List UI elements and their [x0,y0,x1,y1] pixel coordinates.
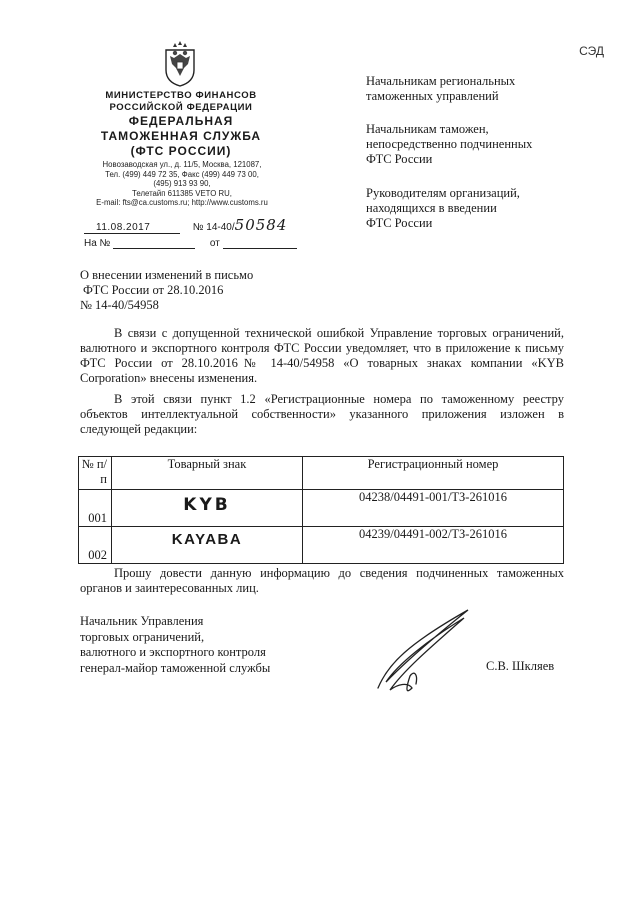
signer-title-line: Начальник Управления [80,614,204,628]
service-line-1: ФЕДЕРАЛЬНАЯ [128,114,234,128]
letter-subject [80,268,253,313]
registration-number-handwritten: 50584 [234,216,288,234]
from-label: от [209,238,220,249]
addressee-line: Руководителям организаций, [366,186,520,200]
addressee-line: находящихся в введении [366,201,497,215]
reply-reference-line [84,238,297,249]
address-line: E-mail: fts@ca.customs.ru; http://www.customs.ru [96,198,268,208]
service-line-2: ТАМОЖЕННАЯ СЛУЖБА [100,129,262,143]
service-abbreviation: (ФТС РОССИИ) [130,144,232,158]
address-line: Тел. (499) 449 72 35, Факс (499) 449 73 00, [105,169,259,179]
body-paragraph-2 [80,392,564,437]
from-date-blank [223,238,297,249]
paragraph-text: В этой связи пункт 1.2 «Регистрационные номера по таможенному реестру объектов интеллектуальной собственности» указанного приложения изложен в следующей редакции: [80,392,564,436]
body-paragraph-1 [80,326,564,386]
handwritten-signature [368,604,480,696]
addressee-block [366,74,606,104]
addressee-line: непосредственно подчиненных [366,137,533,151]
registration-number-prefix: № 14-40/ [192,222,235,233]
document-tag: СЭД [579,44,604,58]
row-number: 001 [79,490,112,527]
organization-header [86,90,276,159]
header-cell-reg-number: Регистрационный номер [303,457,564,490]
row-number: 002 [79,527,112,564]
subject-line: ФТС России от 28.10.2016 [83,283,224,297]
reg-number-cell: 04238/04491-001/ТЗ-261016 [303,490,564,527]
signer-title-line: торговых ограничений, [80,629,205,644]
trademark-table [78,456,564,564]
registration-line [84,216,287,234]
paragraph-text: Прошу довести данную информацию до сведения подчиненных таможенных органов и заинтересованных лиц. [80,566,564,595]
signer-title-line: валютного и экспортного контроля [80,645,266,659]
addressee-line: Начальникам региональных [366,74,516,88]
signer-title [80,614,270,676]
reply-label: На № [84,238,111,249]
trademark-cell [112,527,303,564]
kayaba-wordmark: KAYABA [171,531,243,548]
header-cell-trademark: Товарный знак [112,457,303,490]
addressee-line: Начальникам таможен, [366,122,489,136]
addressee-line: ФТС России [366,152,433,166]
organization-address [84,160,280,208]
subject-line: № 14-40/54958 [80,298,159,312]
address-line: (495) 913 93 90, [153,179,211,189]
trademark-cell [112,490,303,527]
address-line: Телетайп 611385 VETO RU, [132,188,232,198]
ministry-line-1: МИНИСТЕРСТВО ФИНАНСОВ [105,90,257,101]
kyb-logo: KYB [183,495,231,515]
registration-date: 11.08.2017 [84,222,180,234]
reply-number-blank [113,238,195,249]
reg-number-cell: 04239/04491-002/ТЗ-261016 [303,527,564,564]
addressee-block [366,122,606,167]
paragraph-text: В связи с допущенной технической ошибкой Управление торговых ограничений, валютного и экспортного контроля ФТС России уведомляет, что в приложение к письму ФТС России от 28.10.2016№ 14-40/54958 «О товарных знаках компании «KYB Corporation» внесены изменения. [80,326,564,385]
subject-line: О внесении изменений в письмо [80,268,254,282]
table-header-row [79,457,564,490]
addressee-block [366,186,606,231]
ministry-line-2: РОССИЙСКОЙ ФЕДЕРАЦИИ [109,102,253,113]
table-row [79,527,564,564]
coat-of-arms-emblem [160,40,200,88]
addressee-line: таможенных управлений [366,89,499,103]
header-cell-number: № п/п [79,457,112,490]
signer-name: С.В. Шкляев [486,659,555,673]
addressee-line: ФТС России [366,216,433,230]
table-row [79,490,564,527]
signer-title-line: генерал-майор таможенной службы [80,660,271,675]
address-line: Новозаводская ул., д. 11/5, Москва, 121087, [102,160,262,169]
closing-paragraph [80,566,564,596]
